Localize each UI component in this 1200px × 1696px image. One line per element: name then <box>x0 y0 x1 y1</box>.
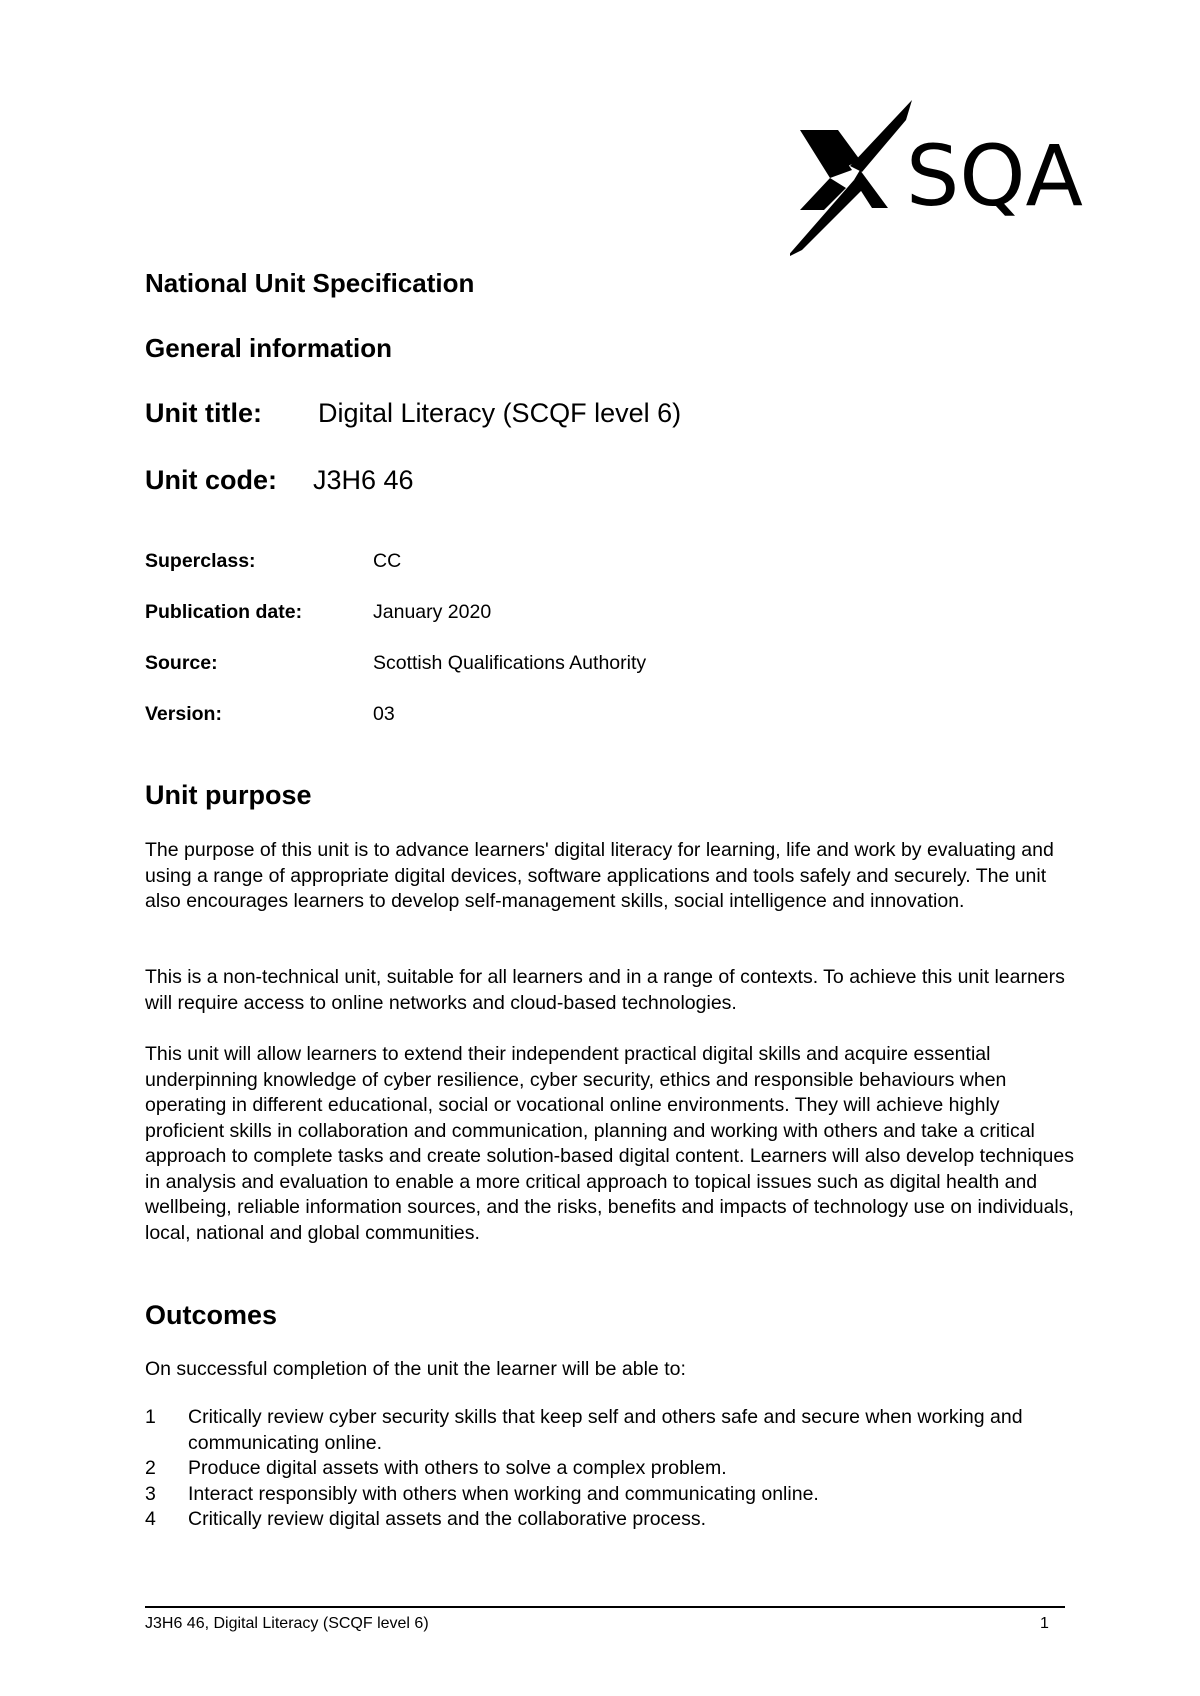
outcome-number: 2 <box>145 1457 156 1479</box>
outcome-item <box>145 1482 1075 1508</box>
purpose-paragraph-1 <box>145 838 1075 915</box>
outcome-item <box>145 1507 1075 1533</box>
outcome-text: Critically review cyber security skills that keep self and others safe and secure when working and communicating online. <box>188 1406 1023 1454</box>
publication-date-label: Publication date: <box>145 601 303 623</box>
superclass-value: CC <box>373 550 402 572</box>
purpose-p1-text: The purpose of this unit is to advance learners' digital literacy for learning, life and work by evaluating and using a range of appropriate digital devices, software applications and tools safely and securely. The unit also encourages learners to develop self-management skills, social intelligence and innovation. <box>145 839 1054 912</box>
unit-code-label: Unit code: <box>145 465 277 495</box>
outcome-number: 1 <box>145 1406 156 1428</box>
general-info-heading: General information <box>145 333 393 363</box>
unit-purpose-heading: Unit purpose <box>145 780 312 810</box>
source-label: Source: <box>145 652 218 674</box>
page-number: 1 <box>1040 1615 1049 1632</box>
version-value: 03 <box>373 703 395 725</box>
document-title: National Unit Specification <box>145 268 475 298</box>
outcomes-intro: On successful completion of the unit the learner will be able to: <box>145 1358 686 1380</box>
outcome-text: Critically review digital assets and the collaborative process. <box>188 1508 707 1530</box>
outcome-text: Interact responsibly with others when working and communicating online. <box>188 1482 819 1505</box>
version-label: Version: <box>145 703 222 725</box>
purpose-paragraph-3 <box>145 1042 1075 1246</box>
outcome-item <box>145 1456 1075 1482</box>
unit-code-value: J3H6 46 <box>313 465 414 495</box>
outcomes-heading: Outcomes <box>145 1300 278 1330</box>
unit-title-value: Digital Literacy (SCQF level 6) <box>318 398 682 428</box>
purpose-p3-text: This unit will allow learners to extend their independent practical digital skills and acquire essential underpinning knowledge of cyber resilience, cyber security, ethics and responsible behaviours when operating in different educational, social or vocational online environments. They will achieve highly proficient skills in collaboration and communication, planning and working with others and take a critical approach to complete tasks and create solution-based digital content. Learners will also develop techniques in analysis and evaluation to enable a more critical approach to topical issues such as digital health and wellbeing, reliable information sources, and the risks, benefits and impacts of technology use on individuals, local, national and global communities. <box>145 1043 1074 1244</box>
outcomes-list <box>145 1405 1075 1533</box>
footer-divider <box>145 1606 1065 1608</box>
purpose-paragraph-2 <box>145 965 1075 1016</box>
source-value: Scottish Qualifications Authority <box>373 652 647 674</box>
sqa-logo <box>790 100 1090 265</box>
superclass-label: Superclass: <box>145 550 256 572</box>
publication-date-value: January 2020 <box>373 601 492 623</box>
unit-title-label: Unit title: <box>145 398 262 428</box>
footer-doc-reference: J3H6 46, Digital Literacy (SCQF level 6) <box>145 1615 429 1632</box>
outcome-number: 4 <box>145 1508 156 1530</box>
outcome-item <box>145 1405 1075 1456</box>
outcome-number: 3 <box>145 1482 156 1505</box>
purpose-p2-text: This is a non-technical unit, suitable for all learners and in a range of contexts. To achieve this unit learners will require access to online networks and cloud-based technologies. <box>145 966 1065 1014</box>
sqa-wordmark: SQA <box>906 127 1083 225</box>
outcome-text: Produce digital assets with others to solve a complex problem. <box>188 1457 727 1479</box>
